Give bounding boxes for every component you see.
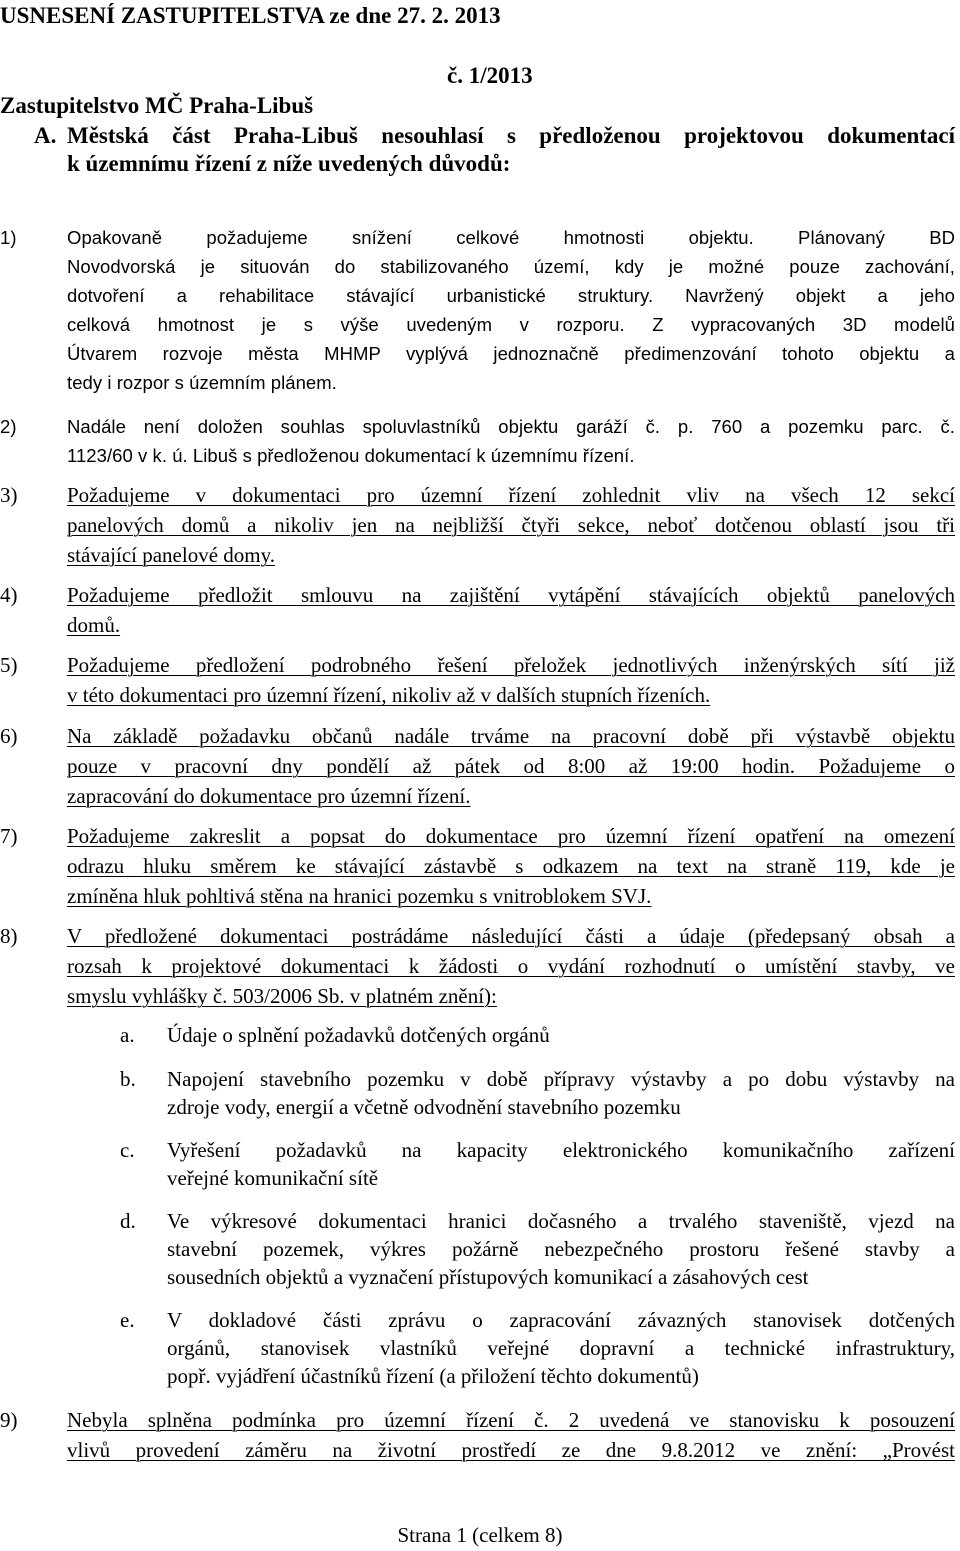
sublist-letter: b. bbox=[120, 1067, 136, 1091]
sublist-letter: a. bbox=[120, 1023, 135, 1047]
sublist-line: Napojení stavebního pozemku v době přípravy výstavby a po dobu výstavby na bbox=[167, 1067, 955, 1091]
item-line: zmíněna hluk pohltivá stěna na hranici pozemku s vnitroblokem SVJ. bbox=[67, 884, 652, 908]
item-line: vlivů provedení záměru na životní prostředí ze dne 9.8.2012 ve znění: „Provést bbox=[67, 1438, 955, 1462]
item-line: pouze v pracovní dny pondělí až pátek od 8:00 až 19:00 hodin. Požadujeme o bbox=[67, 754, 955, 778]
page-number: Strana 1 (celkem 8) bbox=[397, 1523, 563, 1547]
sublist-line: Vyřešení požadavků na kapacity elektronického komunikačního zařízení bbox=[167, 1138, 955, 1162]
item-line: panelových domů a nikoliv jen na nejbližší čtyři sekce, neboť dotčenou oblastí jsou tři bbox=[67, 513, 955, 537]
item-line: smyslu vyhlášky č. 503/2006 Sb. v platném znění): bbox=[67, 984, 497, 1008]
item-line: Novodvorská je situován do stabilizovaného území, kdy je možné pouze zachování, bbox=[67, 256, 955, 277]
sublist-line: Údaje o splnění požadavků dotčených orgánů bbox=[167, 1023, 550, 1047]
council-name: Zastupitelstvo MČ Praha-Libuš bbox=[0, 93, 314, 118]
item-line: domů. bbox=[67, 613, 121, 637]
sublist-line: sousedních objektů a vyznačení přístupových komunikací a zásahových cest bbox=[167, 1265, 809, 1289]
item-number: 4) bbox=[0, 583, 18, 607]
sublist-letter: e. bbox=[120, 1308, 135, 1332]
resolution-letter: A. bbox=[34, 123, 57, 148]
sublist-line: zdroje vody, energií a včetně odvodnění stavebního pozemku bbox=[167, 1095, 681, 1119]
item-number: 8) bbox=[0, 924, 18, 948]
item-line: V předložené dokumentaci postrádáme následující části a údaje (předepsaný obsah a bbox=[67, 924, 955, 948]
item-line: v této dokumentaci pro územní řízení, nikoliv až v dalších stupních řízeních. bbox=[67, 683, 711, 707]
item-line: tedy i rozpor s územním plánem. bbox=[67, 372, 337, 393]
sublist-letter: d. bbox=[120, 1209, 136, 1233]
item-number: 7) bbox=[0, 824, 18, 848]
item-line: stávající panelové domy. bbox=[67, 543, 275, 567]
sublist-line: stavební pozemek, výkres požárně nebezpečného prostoru řešené stavby a bbox=[167, 1237, 955, 1261]
item-number: 6) bbox=[0, 724, 18, 748]
item-line: zapracování do dokumentace pro územní řízení. bbox=[67, 784, 471, 808]
item-line: Nebyla splněna podmínka pro územní řízení č. 2 uvedená ve stanovisku k posouzení bbox=[67, 1408, 955, 1432]
item-line: Na základě požadavku občanů nadále trváme na pracovní době při výstavbě objektu bbox=[67, 724, 955, 748]
item-line: odrazu hluku směrem ke stávající zástavbě s odkazem na text na straně 119, kde je bbox=[67, 854, 955, 878]
item-line: Útvarem rozvoje města MHMP vyplývá jednoznačně předimenzování tohoto objektu a bbox=[67, 343, 955, 364]
sublist-line: orgánů, stanovisek vlastníků veřejné dopravní a technické infrastruktury, bbox=[167, 1336, 955, 1360]
item-line: 1123/60 v k. ú. Libuš s předloženou dokumentací k územnímu řízení. bbox=[67, 445, 635, 466]
item-line: Požadujeme v dokumentaci pro územní řízení zohlednit vliv na všech 12 sekcí bbox=[67, 483, 955, 507]
resolution-text-line: Městská část Praha-Libuš nesouhlasí s předloženou projektovou dokumentací bbox=[67, 123, 955, 148]
item-number: 3) bbox=[0, 483, 18, 507]
item-line: rozsah k projektové dokumentaci k žádosti o vydání rozhodnutí o umístění stavby, ve bbox=[67, 954, 955, 978]
item-line: Požadujeme předložení podrobného řešení přeložek jednotlivých inženýrských sítí již bbox=[67, 653, 955, 677]
item-number: 5) bbox=[0, 653, 18, 677]
resolution-title: USNESENÍ ZASTUPITELSTVA ze dne 27. 2. 2013 bbox=[0, 3, 501, 28]
item-line: Požadujeme zakreslit a popsat do dokumentace pro územní řízení opatření na omezení bbox=[67, 824, 955, 848]
resolution-text-line: k územnímu řízení z níže uvedených důvodů: bbox=[67, 151, 511, 176]
item-line: Opakovaně požadujeme snížení celkové hmotnosti objektu. Plánovaný BD bbox=[67, 227, 955, 248]
item-line: dotvoření a rehabilitace stávající urbanistické struktury. Navržený objekt a jeho bbox=[67, 285, 955, 306]
resolution-number: č. 1/2013 bbox=[447, 63, 533, 88]
item-number: 9) bbox=[0, 1408, 18, 1432]
sublist-line: popř. vyjádření účastníků řízení (a přiložení těchto dokumentů) bbox=[167, 1364, 699, 1388]
item-line: Požadujeme předložit smlouvu na zajištění vytápění stávajících objektů panelových bbox=[67, 583, 955, 607]
item-number: 1) bbox=[0, 227, 17, 248]
sublist-line: veřejné komunikační sítě bbox=[167, 1166, 379, 1190]
sublist-letter: c. bbox=[120, 1138, 135, 1162]
sublist-line: Ve výkresové dokumentaci hranici dočasného a trvalého staveniště, vjezd na bbox=[167, 1209, 955, 1233]
sublist-line: V dokladové části zprávu o zapracování závazných stanovisek dotčených bbox=[167, 1308, 955, 1332]
item-line: celková hmotnost je s výše uvedeným v rozporu. Z vypracovaných 3D modelů bbox=[67, 314, 955, 335]
item-line: Nadále není doložen souhlas spoluvlastníků objektu garáží č. p. 760 a pozemku parc. č. bbox=[67, 416, 955, 437]
item-number: 2) bbox=[0, 416, 17, 437]
